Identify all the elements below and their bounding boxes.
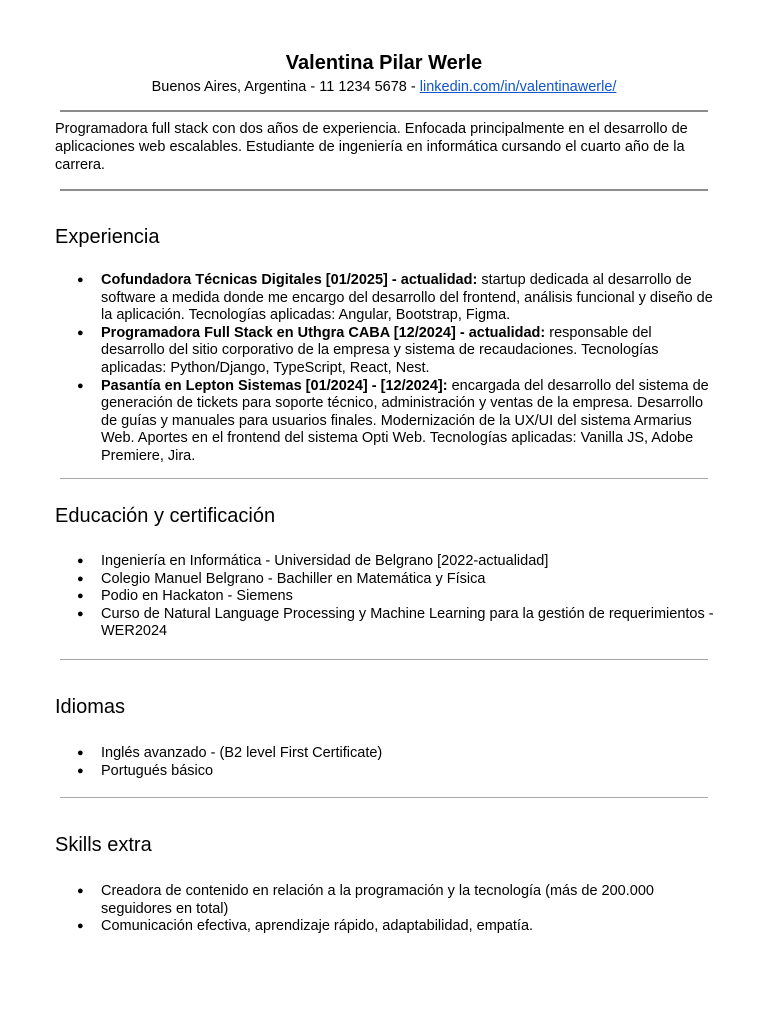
education-item: ● Podio en Hackaton - Siemens	[55, 588, 717, 606]
language-item: ● Portugués básico	[55, 763, 717, 781]
experience-list	[55, 272, 717, 466]
section-title-education: Educación y certificación	[55, 505, 276, 527]
experience-item	[55, 325, 717, 378]
section-title-languages: Idiomas	[55, 696, 126, 718]
experience-divider	[60, 478, 708, 479]
experience-description: responsable del desarrollo del sitio corporativo de la empresa y sistema de recaudaciones. Tecnologías aplicadas: Python/Django, TypeScript, React, Nest.	[101, 324, 659, 376]
linkedin-link[interactable]: linkedin.com/in/valentinawerle/	[419, 79, 617, 95]
education-item: ● Curso de Natural Language Processing y Machine Learning para la gestión de requerimientos - WER2024	[55, 606, 717, 641]
section-title-skills: Skills extra	[55, 834, 152, 856]
experience-role: Cofundadora Técnicas Digitales [01/2025] - actualidad:	[101, 272, 478, 288]
section-title-experience: Experiencia	[55, 226, 160, 248]
skills-list	[55, 883, 717, 936]
experience-item	[55, 378, 717, 466]
experience-role: Programadora Full Stack en Uthgra CABA [12/2024] - actualidad:	[101, 324, 546, 341]
experience-role: Pasantía en Lepton Sistemas [01/2024] - [12/2024]:	[101, 377, 448, 394]
education-item: ● Colegio Manuel Belgrano - Bachiller en Matemática y Física	[55, 571, 717, 589]
education-list	[55, 553, 717, 641]
header-divider	[60, 110, 708, 112]
languages-divider	[60, 797, 708, 798]
languages-list	[55, 745, 717, 780]
education-item: ● Ingeniería en Informática - Universidad de Belgrano [2022-actualidad]	[55, 553, 717, 571]
experience-description: encargada del desarrollo del sistema de generación de tickets para soporte técnico, administración y ventas de la empresa. Desarrollo de guías y manuales para usuarios finales. Modernización de la UX/UI del sistema Armarius Web. Aportes en el frontend del sistema Opti Web. Tecnologías aplicadas: Vanilla JS, Adobe Premiere, Jira.	[101, 377, 709, 464]
experience-description: startup dedicada al desarrollo de software a medida donde me encargo del desarrollo del frontend, análisis funcional y diseño de la aplicación. Tecnologías aplicadas: Angular, Bootstrap, Figma.	[101, 272, 713, 324]
experience-item	[55, 272, 717, 325]
summary-divider	[60, 189, 708, 191]
skill-item: ● Creadora de contenido en relación a la programación y la tecnología (más de 200.000 seguidores en total)	[55, 883, 717, 918]
contact-line	[0, 78, 768, 96]
profile-summary: Programadora full stack con dos años de experiencia. Enfocada principalmente en el desarrollo de aplicaciones web escalables. Estudiante de ingeniería en informática cursando el cuarto año de la carrera.	[55, 121, 688, 173]
candidate-name: Valentina Pilar Werle	[285, 52, 483, 74]
resume-header	[0, 50, 768, 96]
contact-info: Buenos Aires, Argentina - 11 1234 5678 -	[151, 79, 420, 95]
education-divider	[60, 659, 708, 660]
skill-item: ● Comunicación efectiva, aprendizaje rápido, adaptabilidad, empatía.	[55, 918, 717, 936]
language-item: ● Inglés avanzado - (B2 level First Certificate)	[55, 745, 717, 763]
